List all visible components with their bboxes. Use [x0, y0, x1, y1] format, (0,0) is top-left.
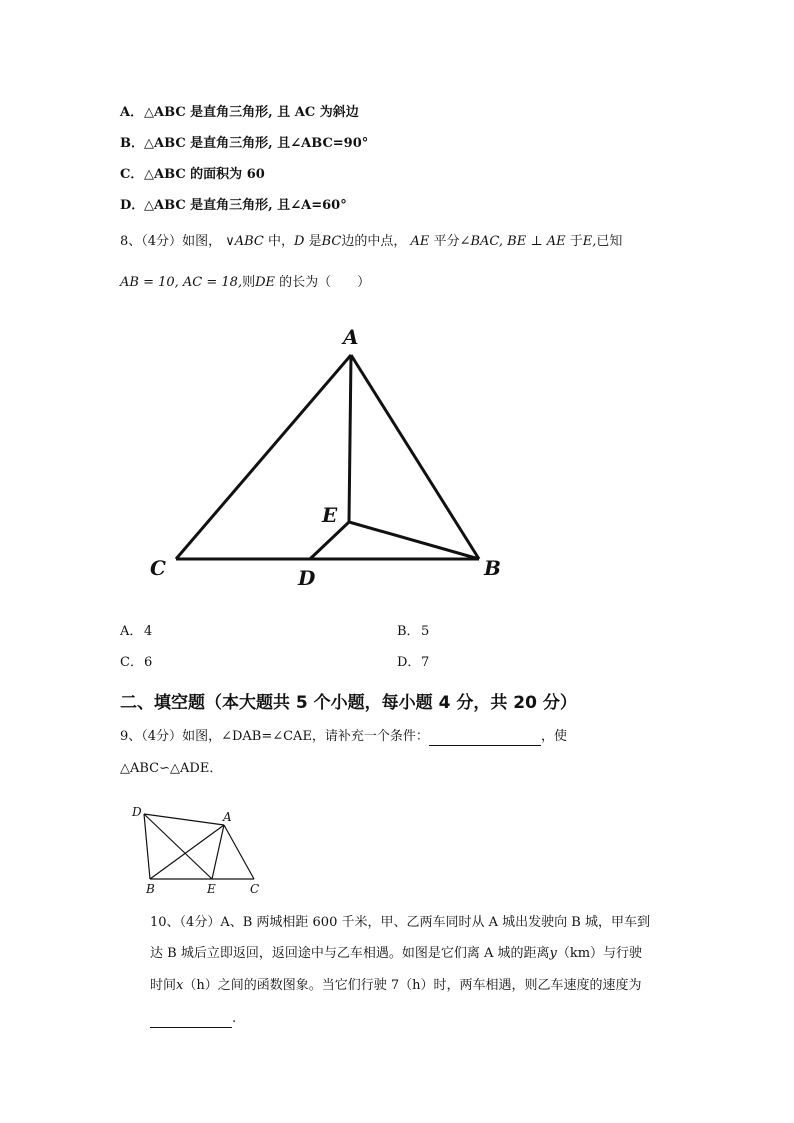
q9-stem-line1 — [120, 728, 567, 746]
question-score: （4分） — [179, 915, 221, 930]
q7-option-b — [120, 135, 368, 153]
stem-text: （h）之间的函数图象。当它们行驶 7（h）时，两车相遇，则乙车速度的速度为 — [183, 978, 642, 993]
option-label: B． — [120, 136, 144, 151]
label-a: A — [223, 810, 232, 824]
option-text: △ABC 是直角三角形, 且 AC 为斜边 — [144, 105, 359, 120]
stem-text: 如图，∠DAB=∠CAE，请补充一个条件： — [182, 729, 429, 744]
option-label: D． — [120, 198, 145, 213]
math-de: DE — [255, 275, 276, 290]
segment-ab — [150, 825, 224, 879]
stem-text: 是 — [308, 234, 322, 249]
stem-text: A、B 两城相距 600 千米，甲、乙两车同时从 A 城出发驶向 B 城，甲车到 — [220, 915, 650, 930]
option-value: 4 — [144, 624, 153, 639]
answer-blank[interactable] — [429, 731, 541, 746]
question-number: 10、 — [150, 915, 180, 930]
label-d: D — [132, 805, 142, 819]
stem-text: 已知 — [596, 234, 623, 249]
stem-text: 平分 — [433, 234, 460, 249]
label-e: E — [322, 503, 338, 527]
label-c: C — [250, 882, 260, 896]
label-d: D — [298, 566, 316, 590]
q7-option-a — [120, 104, 359, 122]
stem-text: 则 — [242, 275, 256, 290]
option-label: C． — [120, 167, 144, 182]
stem-text: 边的中点， — [341, 234, 407, 249]
section-title: 二、填空题（本大题共 5 个小题，每小题 4 分，共 20 分） — [120, 693, 577, 713]
q8-triangle-figure — [140, 318, 520, 598]
segment-ac — [224, 825, 254, 879]
math-bc: BC — [321, 234, 342, 249]
label-e: E — [207, 882, 216, 896]
q10-stem-line4 — [150, 1010, 236, 1028]
q8-option-d — [397, 654, 429, 672]
label-c: C — [150, 556, 166, 580]
stem-text: ，使 — [540, 729, 567, 744]
q8-option-a — [120, 623, 152, 641]
question-number: 9、 — [120, 729, 142, 744]
stem-text: 中， — [268, 234, 295, 249]
segment-ca — [176, 355, 351, 559]
segment-da — [144, 814, 224, 825]
stem-text: . — [232, 1011, 237, 1026]
stem-text: 的长为（ ） — [279, 275, 371, 290]
q10-stem-line3 — [150, 977, 642, 995]
q10-stem-line2 — [150, 945, 642, 963]
math-y: y — [549, 946, 557, 961]
label-b: B — [146, 882, 155, 896]
option-value: 6 — [144, 655, 153, 670]
question-number: 8、 — [120, 234, 142, 249]
q7-option-c — [120, 166, 265, 184]
math-x: x — [176, 978, 184, 993]
option-value: 5 — [421, 624, 430, 639]
stem-text: （km）与行驶 — [556, 946, 643, 961]
question-score: （4分） — [141, 729, 183, 744]
math-d: D — [294, 234, 305, 249]
stem-text: 于 — [569, 234, 583, 249]
segment-de — [310, 522, 349, 559]
math-abc: ABC — [234, 234, 264, 249]
segment-ae — [349, 355, 351, 522]
q8-option-c — [120, 654, 152, 672]
segment-de — [144, 814, 212, 879]
option-text: △ABC 是直角三角形, 且∠A=60° — [144, 198, 347, 213]
q10-stem-line1 — [150, 914, 650, 932]
q9-figure — [128, 802, 268, 898]
option-text: △ABC 是直角三角形, 且∠ABC=90° — [144, 136, 369, 151]
option-label: B． — [397, 624, 420, 639]
math-ae: AE — [410, 234, 430, 249]
math-condition: ∠BAC, BE ⊥ AE — [459, 234, 566, 249]
stem-text: 达 B 城后立即返回，返回途中与乙车相遇。如图是它们离 A 城的距离 — [150, 946, 550, 961]
stem-text: 如图， — [182, 234, 222, 249]
option-label: A． — [120, 624, 143, 639]
triangle-symbol: ∨ — [225, 234, 235, 249]
segment-db — [144, 814, 150, 879]
label-a: A — [343, 325, 359, 349]
question-score: （4分） — [141, 234, 183, 249]
option-label: D． — [397, 655, 421, 670]
option-label: A． — [120, 105, 144, 120]
option-label: C． — [120, 655, 143, 670]
stem-text: 时间 — [150, 978, 177, 993]
label-b: B — [484, 556, 501, 580]
q8-option-b — [397, 623, 429, 641]
option-value: 7 — [421, 655, 430, 670]
math-e: E, — [582, 234, 597, 249]
option-text: △ABC 的面积为 60 — [144, 167, 265, 182]
q7-option-d — [120, 197, 347, 215]
q8-stem-line1 — [120, 233, 622, 251]
math-given: AB = 10, AC = 18, — [120, 275, 243, 290]
q8-stem-line2 — [120, 274, 370, 292]
answer-blank[interactable] — [150, 1013, 232, 1028]
q9-stem-line2: △ABC∽△ADE． — [120, 761, 223, 776]
